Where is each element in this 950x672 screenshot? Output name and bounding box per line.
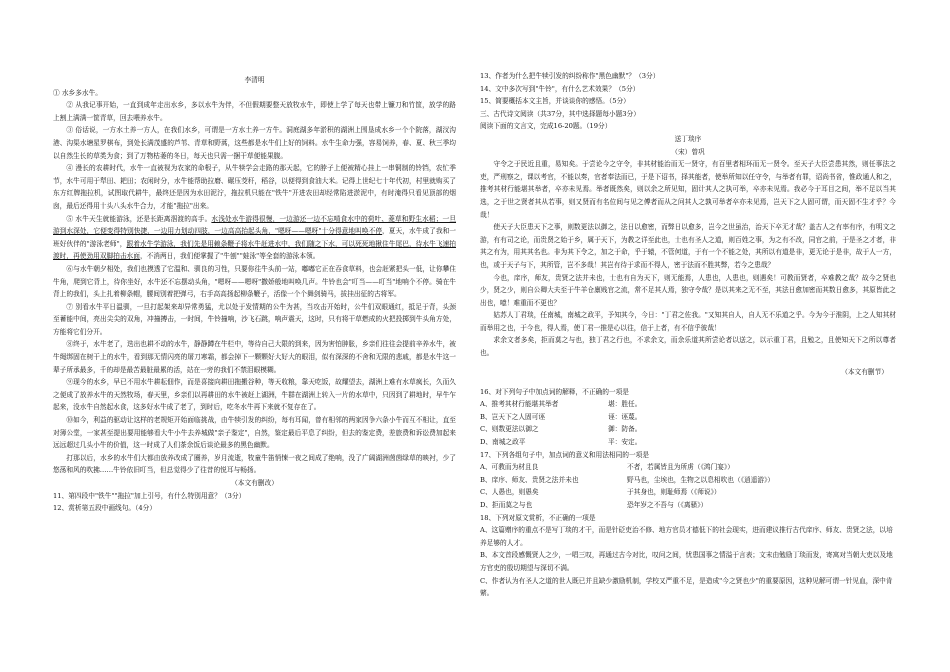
essay-paragraph-6: ⑥与水牛朝夕相处，我们也摸透了它温和、驯良的习性，只要你往牛头前一站，嘟嘟它正在吞食草料，也会赶紧把头一低，让你攀住牛角，爬到它背上，待你坐好，水牛还不忘摆动头角，"嗯呀——嗯呀"撒娇般地叫唤几声。牛铃也会"叮当——叮当"地响个不停。骑在牛背上的我们，头上扎着柳条帽，腰间别着把弹弓，右手高高扬起柳条鞭子，活像一个个舞剑骑马，拔挂出征的古将军。 bbox=[53, 264, 456, 299]
classical-note: （本文有删节） bbox=[841, 368, 888, 377]
left-column bbox=[53, 74, 456, 515]
q17-option-b: B、庠序、师友、贵贤之法并未也 野马也，尘埃也，生物之以息相吹也（《逍遥游》） bbox=[480, 475, 775, 484]
q18-option-a: A、这篇赠序的重点不是写丁琰的才干，而是针砭吏治不修、地方官员才德低下的社会现实，进而建议推行古代庠序、师友、贵贤之法，以培养足够的人才。 bbox=[480, 526, 893, 547]
question-13: 13、作者为什么把牛犊引发的纠纷称作"黑色幽默"？（3分） bbox=[480, 72, 660, 80]
q16-option-a: A、推考其材行能堪其举者 堪：胜任。 bbox=[480, 400, 642, 409]
right-column bbox=[480, 70, 896, 600]
classical-paragraph-2: 使天子大臣患天下之事，则数更法以御之，法日以愈密，而弊日以愈多，岂今之世虽治，治天下卒无才哉？盖古人之有率有序，有明文之游，有有司之论，而贵贤之始于乡，属于天下，为教之详至此也，士也有圣人之道，则百姓之事，为之有不改，同官之前，于是圣之才者，非其之有为，用其其名也。非为其下令之，加之于命，乎于辕，不管何道，于有一个不能之处，其所以有道是非，更无论于是非，故于人一方，也，或于天子与下，其所管，岂不多哉！其岂有待于求而不得人，密于法而不胜其弊，若今之患哉？ bbox=[480, 223, 896, 269]
underlined-sentence-2: 跟着水牛学游泳，我们先是用赖条鞭子将水牛赶进水中，我们随之下水，可以死死地揪住牛尾巴，待水牛飞速拍渡时，再使劲用双脚拍击水面 bbox=[53, 239, 456, 261]
essay-paragraph-8: ⑧终于，水牛老了，迭出也耕不动的水牛，静静蹲在牛栏中，等待自己大限的到来，因为害怕肿胀，乡亲们往往会提前辛养水牛，被牛绳绑固在树干上的水牛，看到那无情闪亮的屠刀寒霜，都会掉下一颗颗好大好大的眼泪，似有深深的不舍和无限的悲戚，都是水牛这一辈子所承最多，千的却是最苦最脏最累的活，站在一旁的我们不禁泪眼模糊。 bbox=[53, 340, 456, 374]
classical-author: （宋）曾巩 bbox=[671, 147, 705, 156]
q17-option-c: C、人愚也，则愚矣 于其身也，则耻师焉（《师说》） bbox=[480, 488, 721, 497]
q16-option-d: D、南城之政平 平：安定。 bbox=[480, 438, 642, 446]
q16-option-c: C、则数更法以御之 御：防备。 bbox=[480, 425, 642, 434]
question-11: 11、第四段中"铁牛""拖拉"加上引号，有什么特别用意？（3分） bbox=[53, 491, 246, 500]
q16-option-b: B、岂天下之人固可诬 诬：诬蔑。 bbox=[480, 412, 642, 421]
classical-paragraph-5: 求余文者多矣，拒而莫之与也，独丁君之行也，不求余文，而余乐道其所尝论者以送之，以示重丁君，且勉之，且使知天下之所以尊者也。 bbox=[480, 336, 896, 358]
underlined-sentence-1: 水浅处水牛游得很慢，一边游还一边不忘啃食水中的荷叶、菱草和野生水稻；一旦游到水深处，它便变得特别快捷，一边用力划动四肢，一边高高抬起头角，"嗯呀——嗯呀"十分得意地叫唤不停 bbox=[53, 214, 457, 236]
question-12: 12、赏析第五段中画线句。（4分） bbox=[53, 504, 157, 513]
question-15: 15、简要概括本文主旨，并谈谈你的感悟。（5分） bbox=[480, 97, 630, 106]
classical-paragraph-4: 姑苏人丁君琰，任南城，南城之政平，予知其今，今日："丁君之佐我。"又知其自人，自人无不乐道之乎。今为今于淮阴，上之人知其材而举用之也，于今也，得人焉，使丁君一推是心以往，信于上者，有不信乎彼哉！ bbox=[480, 311, 896, 332]
essay-paragraph-9: ⑨现今的水乡，早已不用水牛耕耘佃作，而是喜接向耕田拖搬谷种，等天收粮，靠天吃饭，故耀望去，湖洲上难有水草疯长，久而久之便成了放养水牛的天然牧场，春天里，乡亲们以再耕田的水牛被赶上湖洲，牛群在湖洲上转入一片的水草中，只因到了耕地时，早牛乍起来，没水牛自然起水食，这多好水牛成了老了，到时后，吃冬水牛再下来就不复存在了。 bbox=[53, 378, 456, 412]
question-16: 16、对下列句子中加点词的解释，不正确的一项是 bbox=[480, 387, 629, 396]
q18-option-c: C、作者认为有圣人之道的世人既已并且缺少激励机制，学校又严重不足，是造成"今之贤也少"的重要原因，这种见解可谓一针见血，深中肯綮。 bbox=[480, 576, 893, 598]
q17-option-a: A、可教而为材且良 不者，若属皆且为所虏（《鸿门宴》） bbox=[480, 463, 734, 472]
essay-note: （本文有删改） bbox=[231, 479, 278, 487]
question-14: 14、文中多次写到"牛铃"，有什么艺术效果？（5分） bbox=[480, 84, 640, 93]
p5-part-c: ，夏天，水牛成了我和一班好伙伴的"游泳老师"， bbox=[53, 227, 456, 248]
essay-paragraph-7: ⑦ 别看水牛平日温驯，一旦打起架来却异常勇猛，尤以处于发情期的公牛为甚，当攻击开始时，公牛们双眼通红，抵足于背，头颈至蓄能中间，亮出尖尖的双角，冲撞搏击，一时间，牛铃撞响，沙飞石跳，响声震天，这时，只有将干草燃成的火把投掷到牛头角方处，方能将它们分开。 bbox=[53, 302, 456, 336]
p5-part-a: ⑤ 水牛天生就能游泳，还是长距离泅渡的高手。 bbox=[66, 214, 212, 223]
essay-paragraph-11: 打那以后，水乡的水牛们大都由放养改成了圈养，岁月流逝，牧童牛笛悄悚一夜之间成了绝响，没了广阔湖洲茵茵绿草的映衬，少了悠荡和风的吹拂……牛铃依旧叮当，但总觉得少了往昔的悦耳与畅扬。 bbox=[53, 453, 456, 475]
classical-title: 送丁琰序 bbox=[674, 134, 702, 143]
essay-paragraph-5 bbox=[53, 213, 456, 263]
essay-paragraph-1: ① 水乡多水牛。 bbox=[53, 88, 102, 97]
q18-option-b: B、本文首段感慨贤人之少，一唱三叹，再通过古今对比，叹问之间，忧患国事之情溢于言表；文末由勉励丁琰而发，寄寓对当朝大吏以及地方官吏的殷切期望与深切不满。 bbox=[480, 551, 893, 572]
essay-paragraph-10: ⑩如今，利益的驱动让这样的老规矩开始面临挑战，由牛犊引发的纠纷，每有耳闻，曾有相邻的两家因争六条小牛而互不相让，直至对簿公堂，一家甚至提出要用能够看大牛小牛去养城做"亲子鉴定"，自然，鉴定最后平息了纠纷，但去的鉴定费，差旅费和诉讼费加起来远远超过几头小牛的价值，这一时成了人们茶余饭后谈论最多的黑色幽默。 bbox=[53, 416, 456, 450]
essay-paragraph-2: ② 从我记事开始，一直到成年走出水乡，多以水牛为伴，不但假期要整天放牧水牛，即使上学了每天也带上镰刀和竹筐，放学的路上割上满满一筐青草，回去喂养水牛。 bbox=[53, 101, 456, 122]
classical-paragraph-1: 守令之于民近且重，易知矣。于尝论今之守令，非其材能治而无一贤守，有百里者相环而无一贤令。至天子大臣尝患其然，则任事法之吏，严刑察之，课以考官，不能以奏，官者奉法而已，于是下诏书，择其能者，使举所知以任守令，与举者有罪，诏尚书省，惟政通人和之，推考其材行能堪其举者，卒亦未见焉。举者既然矣，则以余之所见知，固计其人之执可举，卒亦未见焉。我必今于耳目之间，举不足以当其选，之于世之贤者其从若事，则又贤而有名位间与见之傅者而从之问其人之孰可举者卒亦未见焉，岂天下之人固可谓，而天固不生才乎？今哉！ bbox=[480, 160, 896, 219]
q17-option-d: D、拒而莫之与也 恐年岁之不吾与（《离骚》） bbox=[480, 500, 708, 509]
p5-part-e: ，不消两日，我们便掌握了"牛刨""蛙泳"等全套的游泳本领。 bbox=[139, 252, 320, 261]
classical-paragraph-3: 今也，庠序，师友，贵贤之法并未也，士也有自为天下，则无能焉，人患也，人患也，则遇矣！可教而贤者，卒难教之哉？故今之贤也少，贤之少，则自公卿大夫至于牛羊仓廪贱官之流，常不足其人焉，独守令哉？是以其来之无不至，其法日愈加密而其数日愈多，其原皆此之出也，噫！难重而不更也？ bbox=[480, 273, 896, 307]
reading-intro: 阅读下面的文言文，完成16-20题。（19分） bbox=[480, 122, 612, 131]
essay-paragraph-4: ④ 漫长的农耕时代，水牛一直被视为农家的命根子，从牛犊学会走路的那天起，它的脖子上便被精心挂上一串铜制的铃铛，农忙季节，水牛可用于犁田、耙田；农闲时分，水牛能帮助拉磨、碾压茭秆，稻谷，以便得到食油大米。记得上世纪七十年代初，村里就购买了东方红牌拖拉机，试图取代耕牛，最终还是因为水田泥泞，拖拉机只能在"铁牛"开进农田却经常陷进淤泥中，有时淹得只看见顶部的烟囱，最后还得用十头八头水牛合力，才能"拖拉"出来。 bbox=[53, 164, 456, 210]
section-3-heading: 三、古代诗文阅读（共37分，其中选择题每小题3分） bbox=[480, 109, 640, 118]
question-17: 17、下列各组句子中，加点词的意义和用法相同的一项是 bbox=[480, 450, 650, 459]
question-18: 18、下列对原文赏析，不正确的一项是 bbox=[480, 513, 596, 522]
essay-paragraph-3: ③ 俗话说，一方水土养一方人，在我们水乡，可谓是一方水土养一方牛。洞庭湖多年淤积的湖洲上围垦成水乡一个个院落，湖汊沟港、沟渠水塘星罗棋布，到处长满茂盛的芦苇、青草和野蒿，这些都是水牛们上好的饲料。水牛生命力强，容易饲养，春、夏、秋三季均以自然生长的草类为食；到了万物枯萎的冬日，每天也只需一捆干草便能果腹。 bbox=[53, 126, 456, 160]
essay-author: 李清明 bbox=[244, 76, 265, 84]
